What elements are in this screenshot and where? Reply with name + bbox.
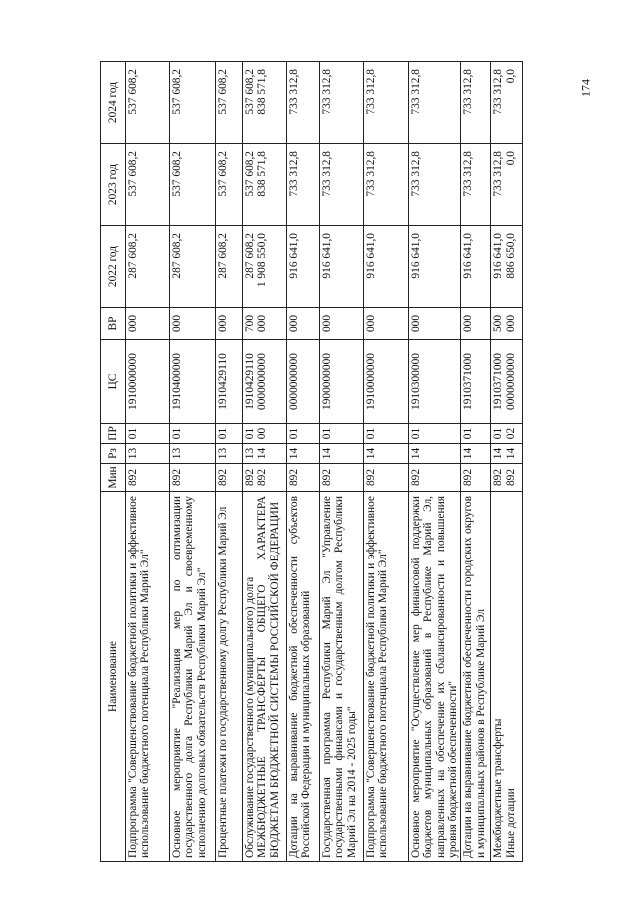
page-number: 174 [578,79,593,97]
cell-cs: 1910429110 [216,340,243,424]
cell-cs: 1900000000 [320,340,364,424]
cell-value: 1910429110 [244,353,256,410]
cell-rz: 13 [170,444,216,464]
cell-2023: 537 608,2 [170,144,216,226]
cell-value: 700 [244,314,256,333]
cell-value: 287 608,2 [244,233,256,279]
cell-pr: 01 [461,424,491,444]
cell-rz: 14 [320,444,364,464]
cell-2022 [491,226,523,308]
table-row [491,62,523,862]
cell-2023 [491,144,523,226]
cell-value: 02 [504,427,517,440]
cell-min [491,464,523,492]
cell-vr: 000 [216,308,243,340]
cell-min: 892 [216,464,243,492]
cell-rz: 13 [216,444,243,464]
cell-cs: 1910371000 [461,340,491,424]
cell-2023: 733 312,8 [364,144,409,226]
row-name: Процентные платежи по государственному долгу Республики Марий Эл [216,492,243,862]
cell-pr [243,424,287,444]
cell-2023: 733 312,8 [409,144,461,226]
cell-value: 01 [492,427,505,440]
row-name: Основное мероприятие "Реализация мер по оптимизации государственного долга Республики Марий Эл и своевременному исполнению долговых обязательств Республики Марий Эл" [170,492,216,862]
cell-min: 892 [409,464,461,492]
row-name: Подпрограмма "Совершенствование бюджетной политики и эффективное использование бюджетного потенциала Республики Марий Эл" [364,492,409,862]
cell-value: 892 [492,468,505,487]
cell-vr: 000 [170,308,216,340]
cell-2024: 733 312,8 [320,62,364,144]
row-name-line: Обслуживание государственного (муниципального) долга [244,576,256,858]
col-header-2022: 2022 год [101,226,126,308]
col-header-rz: Рз [101,444,126,464]
cell-rz: 13 [126,444,170,464]
row-name [243,492,287,862]
row-name: Подпрограмма "Совершенствование бюджетной политики и эффективное использование бюджетного потенциала Республики Марий Эл" [126,492,170,862]
cell-2022: 287 608,2 [126,226,170,308]
cell-2024: 733 312,8 [409,62,461,144]
cell-value: 000 [256,314,269,333]
cell-value: 0000000000 [504,353,517,410]
cell-value: 000 [504,314,517,333]
cell-value: 838 571,8 [256,151,269,197]
cell-value: 892 [244,468,256,487]
cell-min: 892 [170,464,216,492]
cell-value: 916 641,0 [492,233,505,279]
cell-vr: 000 [461,308,491,340]
table-row [126,62,170,862]
row-name [491,492,523,862]
cell-pr: 01 [287,424,320,444]
cell-2023: 733 312,8 [320,144,364,226]
row-name: Основное мероприятие "Осуществление мер финансовой поддержки бюджетов муниципальных образований в Республике Марий Эл, направленных на обеспечение их сбалансированности и повышения уровня бюджетной обеспеченности" [409,492,461,862]
row-name-line: Межбюджетные трансферты [492,718,505,858]
cell-value: 733 312,8 [492,151,505,197]
cell-2023: 537 608,2 [216,144,243,226]
cell-vr: 000 [287,308,320,340]
budget-table [100,61,523,862]
col-header-min: Мин [101,464,126,492]
cell-pr: 01 [170,424,216,444]
budget-table-rotated [100,62,564,862]
cell-cs: 1910000000 [364,340,409,424]
cell-min: 892 [287,464,320,492]
table-row [287,62,320,862]
cell-2024: 537 608,2 [170,62,216,144]
cell-2022 [243,226,287,308]
cell-value: 892 [256,468,269,487]
cell-min: 892 [461,464,491,492]
col-header-vr: ВР [101,308,126,340]
cell-rz [243,444,287,464]
cell-2024: 733 312,8 [364,62,409,144]
cell-2024 [491,62,523,144]
table-row [364,62,409,862]
table-row [216,62,243,862]
col-header-2023: 2023 год [101,144,126,226]
cell-2022: 916 641,0 [409,226,461,308]
cell-rz: 14 [364,444,409,464]
cell-pr [491,424,523,444]
cell-vr: 000 [409,308,461,340]
row-name-line: МЕЖБЮДЖЕТНЫЕ ТРАНСФЕРТЫ ОБЩЕГО ХАРАКТЕРА БЮДЖЕТАМ БЮДЖЕТНОЙ СИСТЕМЫ РОССИЙСКОЙ ФЕДЕРАЦИИ [256,496,281,858]
cell-vr [243,308,287,340]
row-name: Дотации на выравнивание бюджетной обеспеченности городских округов и муниципальных районов в Республике Марий Эл [461,492,491,862]
cell-2024: 537 608,2 [216,62,243,144]
cell-pr: 01 [364,424,409,444]
cell-rz [491,444,523,464]
cell-min [243,464,287,492]
col-header-cs: ЦС [101,340,126,424]
cell-2023 [243,144,287,226]
table-row [243,62,287,862]
cell-pr: 01 [409,424,461,444]
cell-2022: 916 641,0 [364,226,409,308]
cell-value: 0,0 [504,151,517,166]
cell-min: 892 [126,464,170,492]
table-row [320,62,364,862]
table-row [461,62,491,862]
cell-cs: 1910400000 [170,340,216,424]
cell-vr: 000 [126,308,170,340]
cell-value: 537 608,2 [244,151,256,197]
cell-2024: 733 312,8 [287,62,320,144]
cell-cs [491,340,523,424]
cell-value: 892 [504,468,517,487]
table-row [170,62,216,862]
cell-value: 1910371000 [492,353,505,410]
table-row [409,62,461,862]
cell-cs: 1910300000 [409,340,461,424]
cell-vr: 000 [364,308,409,340]
table-header-row [101,62,126,862]
cell-2023: 733 312,8 [287,144,320,226]
cell-2024 [243,62,287,144]
cell-2024: 733 312,8 [461,62,491,144]
cell-min: 892 [320,464,364,492]
cell-value: 00 [256,427,269,440]
cell-2022: 287 608,2 [216,226,243,308]
col-header-2024: 2024 год [101,62,126,144]
cell-pr: 01 [216,424,243,444]
cell-2022: 287 608,2 [170,226,216,308]
cell-2023: 733 312,8 [461,144,491,226]
row-name: Дотации на выравнивание бюджетной обеспеченности субъектов Российской Федерации и муниципальных образований [287,492,320,862]
cell-rz: 14 [287,444,320,464]
cell-value: 13 [244,447,256,460]
cell-2022: 916 641,0 [287,226,320,308]
cell-value: 733 312,8 [492,69,505,115]
cell-pr: 01 [126,424,170,444]
cell-value: 01 [244,427,256,440]
cell-value: 0000000000 [256,353,269,410]
cell-value: 0,0 [504,69,517,84]
cell-value: 14 [492,447,505,460]
cell-value: 14 [256,447,269,460]
cell-value: 1 908 550,0 [256,233,269,288]
cell-vr [491,308,523,340]
cell-cs [243,340,287,424]
cell-min: 892 [364,464,409,492]
row-name-line: Иные дотации [504,788,517,858]
cell-value: 500 [492,314,505,333]
cell-pr: 01 [320,424,364,444]
cell-rz: 14 [461,444,491,464]
cell-2023: 537 608,2 [126,144,170,226]
cell-cs: 1910000000 [126,340,170,424]
cell-cs: 0000000000 [287,340,320,424]
cell-2022: 916 641,0 [461,226,491,308]
cell-value: 537 608,2 [244,69,256,115]
cell-vr: 000 [320,308,364,340]
cell-value: 886 650,0 [504,233,517,279]
cell-2022: 916 641,0 [320,226,364,308]
row-name: Государственная программа Республики Марий Эл "Управление государственными финансами и государственным долгом Республики Марий Эл на 2014 - 2025 годы" [320,492,364,862]
cell-rz: 14 [409,444,461,464]
cell-value: 838 571,8 [256,69,269,115]
cell-2024: 537 608,2 [126,62,170,144]
col-header-name: Наименование [101,492,126,862]
col-header-pr: ПР [101,424,126,444]
cell-value: 14 [504,447,517,460]
